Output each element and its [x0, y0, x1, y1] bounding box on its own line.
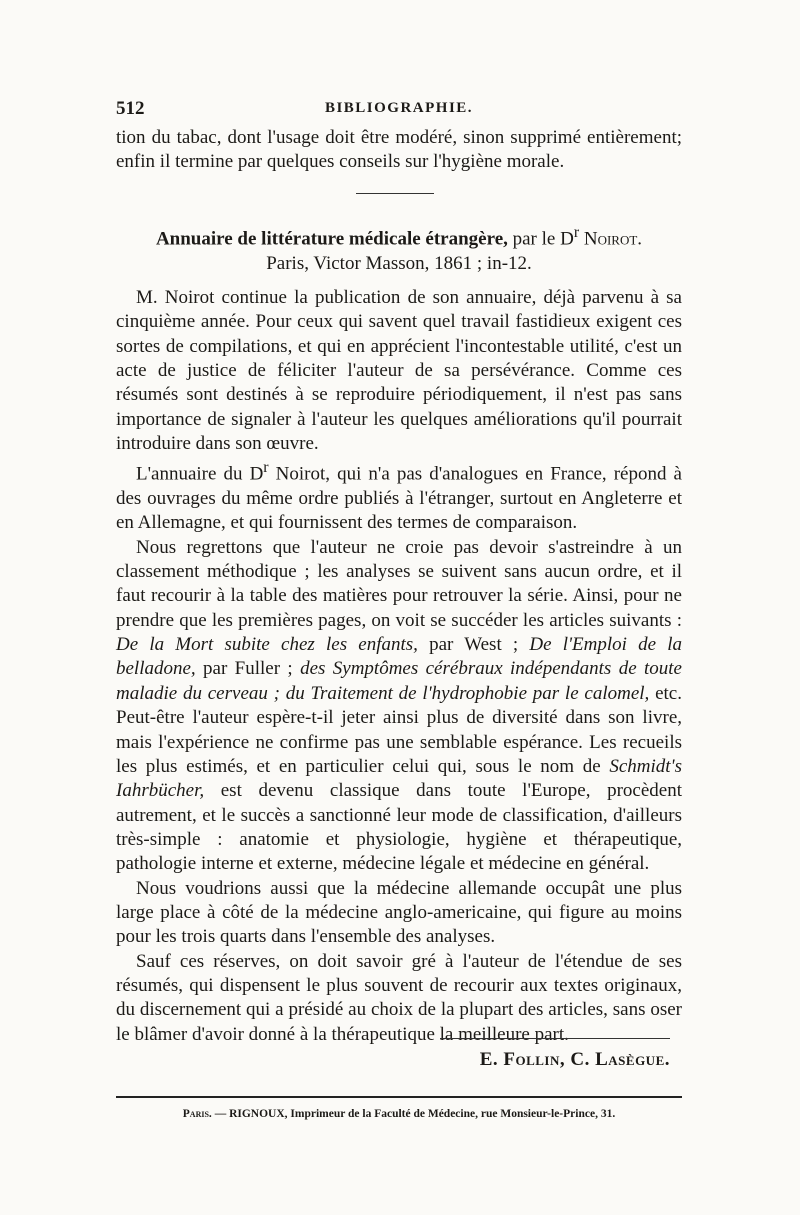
review-body	[116, 286, 682, 1047]
signature-rule	[440, 1038, 670, 1039]
paragraph-3-part-b: par West ;	[417, 634, 530, 656]
paragraph-3	[116, 536, 682, 877]
paragraph-4: Nous voudrions aussi que la médecine allemande occupât une plus large place à côté de la médecine anglo-americaine, qui figure au moins pour les trois quarts dans l'ensemble des analyses.	[116, 877, 682, 948]
paragraph-3-part-d: etc. Peut-être l'auteur espère-t-il jeter ainsi plus de diversité dans son livre, mais l'expérience ne confirme pas une semblable espérance. Les recueils les plus estimés, et en particulier celui qui, sous le nom de	[116, 682, 682, 777]
running-head: BIBLIOGRAPHIE.	[324, 100, 474, 116]
paragraph-3-part-e: est devenu classique dans toute l'Europe, procèdent autrement, et le succès a sanctionné leur mode de classification, d'ailleurs très-simple : anatomie et physiologie, hygiène et thérapeutique, pathologie interne et externe, médecine légale et médecine en général.	[116, 780, 682, 875]
author-title-sup: r	[573, 224, 580, 241]
imprint-text: — RIGNOUX, Imprimeur de la Faculté de Médecine, rue Monsieur-le-Prince, 31.	[211, 1108, 616, 1120]
article-title-3: des Symptômes cérébraux indépendants de toute maladie du cerveau ; du Traitement de l'hydrophobie par le calomel,	[116, 658, 682, 704]
page-number: 512	[116, 98, 145, 119]
imprint-city: Paris.	[182, 1108, 212, 1120]
book-author: Noirot.	[583, 228, 643, 250]
previous-review-ending: tion du tabac, dont l'usage doit être modéré, sinon supprimé entièrement; enfin il termine par quelques conseils sur l'hygiène morale.	[116, 127, 682, 172]
footer-rule	[116, 1096, 682, 1098]
article-title-1: De la Mort subite chez les enfants,	[116, 634, 418, 656]
printer-imprint	[116, 1108, 682, 1120]
paragraph-2-sup: r	[263, 459, 269, 477]
paragraph-2-start: L'annuaire du D	[136, 463, 264, 485]
article-title-2: De l'Emploi de la belladone,	[116, 634, 683, 680]
paragraph-3-part-a: Nous regrettons que l'auteur ne croie pas devoir s'astreindre à un classement méthodique ; les analyses se suivent sans aucun ordre, et il faut recourir à la table des matières pour retrouver la série. Ainsi, pour ne prendre que les premières pages, on voit se succéder les articles suivants :	[116, 536, 682, 631]
paragraph-3-part-c: par Fuller ;	[195, 658, 301, 680]
paragraph-5: Sauf ces réserves, on doit savoir gré à l'auteur de l'étendue de ses résumés, qui dispensent le plus souvent de recourir aux textes originaux, du discernement qui a présidé au choix de la plupart des articles, sans oser le blâmer d'avoir donné à la thérapeutique la meilleure part.	[116, 950, 682, 1045]
author-prefix: par le D	[512, 228, 574, 250]
review-heading	[116, 220, 682, 276]
page-header	[116, 98, 682, 122]
paragraph-1: M. Noirot continue la publication de son annuaire, déjà parvenu à sa cinquième année. Pour ceux qui savent quel travail fastidieux exigent ces sortes de compilations, et qui en apprécient l'incontestable utilité, c'est un acte de justice de féliciter l'auteur de sa persévérance. Comme ces résumés sont destinés à se reproduire périodiquement, il n'est pas sans importance de signaler à l'auteur les quelques améliorations qu'il pourrait introduire dans son œuvre.	[116, 287, 682, 455]
section-divider	[356, 193, 434, 194]
signature: E. Follin, C. Lasègue.	[479, 1049, 670, 1070]
paragraph-2-rest: Noirot, qui n'a pas d'analogues en France, répond à des ouvrages du même ordre publiés à l'étranger, surtout en Angleterre et en Allemagne, et qui fournissent des termes de comparaison.	[116, 463, 682, 534]
paragraph-2	[116, 456, 682, 535]
journal-title: Schmidt's Iahrbücher,	[116, 755, 682, 802]
book-title: Annuaire de littérature médicale étrangère,	[155, 228, 508, 250]
publication-info: Paris, Victor Masson, 1861 ; in-12.	[266, 253, 532, 275]
